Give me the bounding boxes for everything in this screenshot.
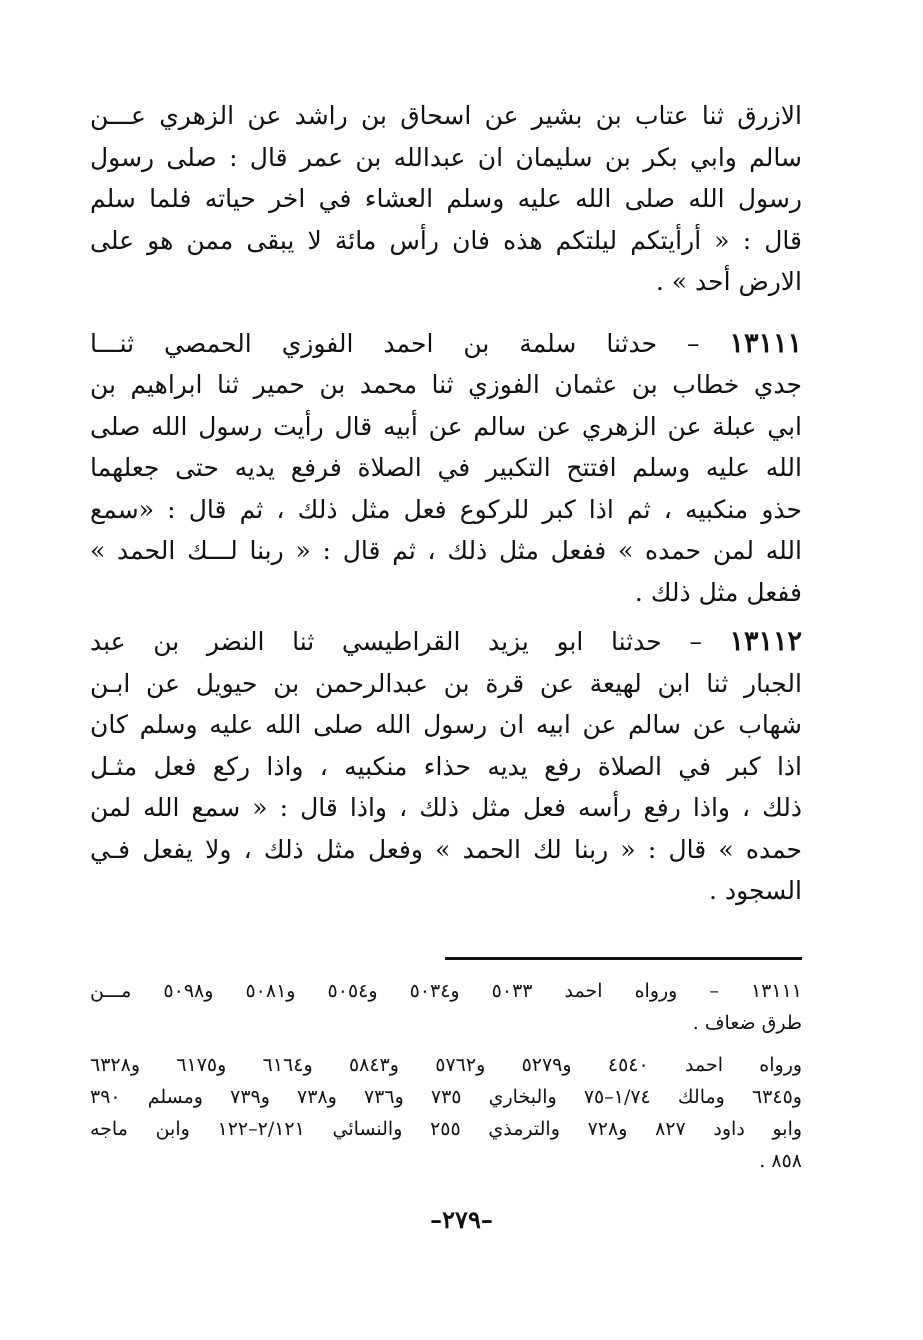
text-line: قال : « أرأيتكم ليلتكم هذه فان رأس مائة لا يبقى ممن هو على	[90, 225, 802, 255]
text-line: سالم وابي بكر بن سليمان ان عبدالله بن عمر قال : صلى رسول	[90, 142, 802, 172]
text-line: ففعل مثل ذلك .	[634, 577, 802, 607]
footnote-divider	[445, 957, 802, 960]
text-line: الله لمن حمده » ففعل مثل ذلك ، ثم قال : « ربنا لـــك الحمد »	[90, 536, 802, 565]
text-line: حمده » قال : « ربنا لك الحمد » وفعل مثل ذلك ، ولا يفعل فـي	[90, 834, 802, 864]
page-number: –٢٧٩–	[430, 1205, 493, 1234]
dash: –	[661, 627, 702, 656]
text-line: ذلك ، واذا رفع رأسه فعل مثل ذلك ، واذا قال : « سمع الله لمن	[90, 793, 802, 822]
footnote-line: وابو داود ٨٢٧ و٧٢٨ والترمذي ٢٥٥ والنسائي ٢/١٢١–١٢٢ وابن ماجه	[90, 1118, 802, 1140]
text-line: السجود .	[709, 876, 802, 905]
footnote-line: طرق ضعاف .	[692, 1012, 802, 1034]
text-line: الارض أحد » .	[655, 267, 802, 296]
hadith-heading-line	[90, 323, 802, 365]
text-line: الازرق ثنا عتاب بن بشير عن اسحاق بن راشد عن الزهري عـــن	[90, 101, 802, 130]
text-line: الجبار ثنا ابن لهيعة عن قرة بن عبدالرحمن بن حيويل عن ابـن	[90, 668, 802, 698]
hadith-heading-line	[90, 621, 802, 663]
footnote-line: و٦٣٤٥ ومالك ١/٧٤–٧٥ والبخاري ٧٣٥ و٧٣٦ و٧٣٨ و٧٣٩ ومسلم ٣٩٠	[90, 1086, 802, 1108]
text-line: ابي عبلة عن الزهري عن سالم عن أبيه قال رأيت رسول الله صلى	[90, 411, 802, 441]
text-line: الله عليه وسلم افتتح التكبير في الصلاة فرفع يديه حتى جعلهما	[90, 453, 802, 482]
text-line: حدثنا سلمة بن احمد الفوزي الحمصي ثنـــا	[90, 328, 658, 358]
dash: –	[657, 328, 700, 358]
text-line: رسول الله صلى الله عليه وسلم العشاء في اخر حياته فلما سلم	[90, 184, 802, 213]
text-line: شهاب عن سالم عن ابيه ان رسول الله صلى الله عليه وسلم كان	[90, 710, 802, 739]
hadith-number: ١٣١١١	[729, 327, 802, 359]
main-text	[90, 95, 802, 912]
text-line: حدثنا ابو يزيد القراطيسي ثنا النضر بن عبد	[90, 627, 662, 656]
footnote-line: ٨٥٨ .	[759, 1150, 802, 1172]
text-line: جدي خطاب بن عثمان الفوزي ثنا محمد بن حمير ثنا ابراهيم بن	[90, 370, 802, 399]
hadith-number: ١٣١١٢	[729, 626, 802, 657]
text-line: اذا كبر في الصلاة رفع يديه حذاء منكبيه ، واذا ركع فعل مثـل	[90, 751, 802, 781]
text-line: حذو منكبيه ، ثم اذا كبر للركوع فعل مثل ذلك ، ثم قال : «سمع	[90, 494, 802, 524]
footnote-line: ١٣١١١ – ورواه احمد ٥٠٣٣ و٥٠٣٤ و٥٠٥٤ و٥٠٨١ و٥٠٩٨ مـــن	[90, 980, 802, 1002]
footnote-line: ورواه احمد ٤٥٤٠ و٥٢٧٩ و٥٧٦٢ و٥٨٤٣ و٦١٦٤ و٦١٧٥ و٦٣٢٨	[90, 1054, 802, 1076]
footnotes	[90, 975, 802, 1177]
